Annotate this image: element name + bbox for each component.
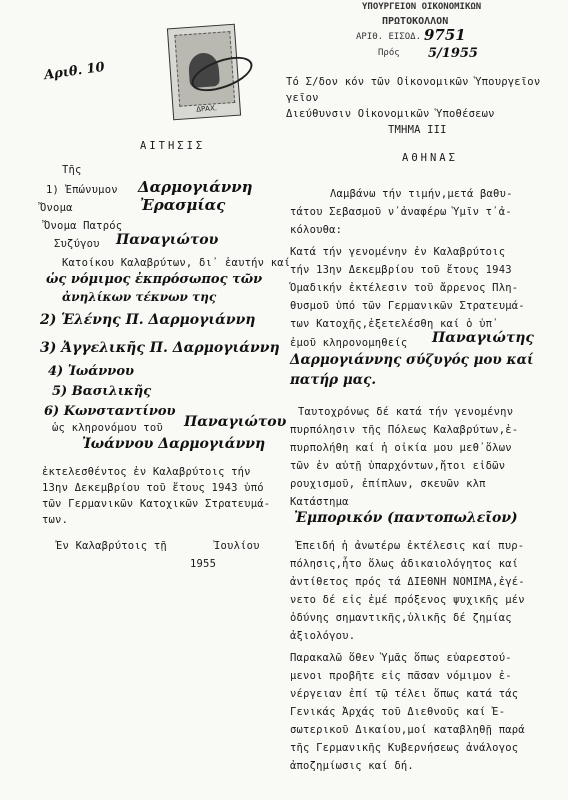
first-name-label: Ὄνομα xyxy=(40,202,73,214)
body-p2-l5: των Κατοχῆς,ἐξετελέσθη καί ὁ ὑπ᾽ xyxy=(290,318,499,330)
residence-line: Κατοίκου Καλαβρύτων, δι᾽ ἑαυτήν καί xyxy=(62,257,291,269)
body-p4-l4: νετο δέ εἰς ἐμέ πρόξενος ψυχικῆς μέν xyxy=(290,594,525,606)
body-p5-l4: Γενικάς Ἀρχάς τοῦ Διεθνοῦς καί Ἐ- xyxy=(290,706,506,718)
child-3: 3) Ἀγγελικῆς Π. Δαρμογιάννη xyxy=(40,340,280,356)
revenue-stamp-label: ΔΡΑΧ. xyxy=(195,104,218,114)
body-p2-l6: ἐμοῦ κληρονομηθείς xyxy=(290,337,408,349)
date-year: 1955 xyxy=(190,558,217,570)
body-p4-l6: ἀξιολόγου. xyxy=(290,630,356,642)
margin-note: Αριθ. 10 xyxy=(43,59,106,84)
minors-line: ἀνηλίκων τέκνων της xyxy=(62,290,217,304)
guardian-line: ὡς νόμιμος ἐκπρόσωπος τῶν xyxy=(46,272,263,287)
body-father-line: πατήρ μας. xyxy=(290,372,377,388)
surname-value: Δαρμογιάννη xyxy=(138,178,253,196)
child-6: 6) Κωνσταντίνου xyxy=(44,404,176,419)
spouse-label: Συζύγου xyxy=(54,238,100,250)
addressee-line-3: Διεύθυνσιν Οἰκονομικῶν Ὑποθέσεων xyxy=(286,108,495,120)
body-deceased-name: Παναγιώτης xyxy=(432,330,534,346)
body-p1-l2: τάτου Σεβασμοῦ ν᾽ἀναφέρω Ὑμῖν τ᾽ἀ- xyxy=(290,206,512,218)
stamp-line-number-label: ΑΡΙΘ. ΕΙΣΟΔ. xyxy=(356,32,422,42)
stamp-line-to: Πρός xyxy=(378,48,400,58)
body-p4-l3: ἀντίθετος πρός τά ΔΙΕΘΝΗ ΝΟΜΙΜΑ,ἐγέ- xyxy=(290,576,525,588)
addressee-line-1: Τό Σ/δον κόν τῶν Οἰκονομικῶν Ὑπουργεῖον xyxy=(286,76,541,88)
document-heading: ΑΙΤΗΣΙΣ xyxy=(140,140,206,152)
body-p1-l1: Λαμβάνω τήν τιμήν,μετά βαθυ- xyxy=(330,188,513,200)
execution-line-4: των. xyxy=(42,514,69,526)
body-p4-l5: ὀδύνης σημαντικῆς,ὑλικῆς δέ ζημίας xyxy=(290,612,512,624)
place-date: Ἐν Καλαβρύτοις τῇ xyxy=(56,540,167,552)
body-p5-l5: σωτερικοῦ Δικαίου,μοί καταβληθῇ παρά xyxy=(290,724,525,736)
body-p3-l3: πυρπολήθη καί ἡ οἰκία μου μεθ᾽ὅλων xyxy=(290,442,512,454)
child-2: 2) Ἑλένης Π. Δαρμογιάννη xyxy=(40,312,256,328)
body-p2-l1: Κατά τήν γενομένην ἐν Καλαβρύτοις xyxy=(290,246,506,258)
body-p3-l2: πυρπόλησιν τῆς Πόλεως Καλαβρύτων,ἐ- xyxy=(290,424,519,436)
body-p5-l2: μενοι προβῆτε εἰς πᾶσαν νόμιμον ἐ- xyxy=(290,670,512,682)
body-p5-l7: ἀποζημίωσις καί δή. xyxy=(290,760,414,772)
body-p4-l1: Ἐπειδή ἡ ἀνωτέρω ἐκτέλεσις καί πυρ- xyxy=(296,540,525,552)
addressee-city: ΑΘΗΝΑΣ xyxy=(402,152,458,164)
stamp-number: 9751 xyxy=(424,26,466,44)
heir-of-label: ὡς κληρονόμου τοῦ xyxy=(52,422,163,434)
body-p3-l1: Ταυτοχρόνως δέ κατά τήν γενομένην xyxy=(298,406,514,418)
body-p5-l6: τῆς Γερμανικῆς Κυβερνήσεως ἀνάλογος xyxy=(290,742,519,754)
body-p3-l6: Κατάστημα xyxy=(290,496,349,508)
deceased-full-name: Ἰωάννου Δαρμογιάννη xyxy=(82,436,266,452)
deceased-name: Παναγιώτου xyxy=(184,414,287,430)
surname-label: 1) Ἐπώνυμον xyxy=(46,184,118,196)
body-spouse-line: Δαρμογιάννης σύζυγός μου καί xyxy=(290,352,534,368)
body-p5-l1: Παρακαλῶ ὅθεν Ὑμᾶς ὅπως εὐαρεστού- xyxy=(290,652,512,664)
stamp-line-ministry: ΥΠΟΥΡΓΕΙΟΝ ΟΙΚΟΝΟΜΙΚΩΝ xyxy=(362,2,482,12)
body-p2-l2: τήν 13ην Δεκεμβρίου τοῦ ἔτους 1943 xyxy=(290,264,512,276)
shop-type: Ἐμπορικόν (παντοπωλεῖον) xyxy=(294,510,518,526)
addressee-line-2: γεῖον xyxy=(286,92,319,104)
body-p2-l3: Ὁμαδικήν ἐκτέλεσιν τοῦ ἄρρενος Πλη- xyxy=(290,282,519,294)
body-p5-l3: νέργειαν ἐπί τῷ τέλει ὅπως κατά τάς xyxy=(290,688,519,700)
execution-line-3: τῶν Γερμανικῶν Κατοχικῶν Στρατευμά- xyxy=(42,498,271,510)
father-name-label: Ὄνομα Πατρός xyxy=(44,220,123,232)
stamp-date: 5/1955 xyxy=(428,46,478,61)
body-p4-l2: πόλησις,ἧτο ὅλως ἀδικαιολόγητος καί xyxy=(290,558,519,570)
body-p2-l4: θυσμοῦ ὑπό τῶν Γερμανικῶν Στρατευμά- xyxy=(290,300,525,312)
first-name-value: Ἐρασμίας xyxy=(140,196,226,214)
date-month: Ἰουλίου xyxy=(214,540,260,552)
body-p1-l3: κόλουθα: xyxy=(290,224,343,236)
child-5: 5) Βασιλικῆς xyxy=(52,384,152,399)
stamp-line-protocol: ΠΡΩΤΟΚΟΛΛΟΝ xyxy=(382,16,449,27)
child-4: 4) Ἰωάννου xyxy=(48,364,135,379)
addressee-section: ΤΜΗΜΑ ΙΙΙ xyxy=(388,124,447,136)
applicant-intro: Τῆς xyxy=(62,164,82,176)
execution-line-2: 13ην Δεκεμβρίου τοῦ ἔτους 1943 ὑπό xyxy=(42,482,264,494)
body-p3-l4: τῶν ἐν αὐτῇ ὑπαρχόντων,ἤτοι εἰδῶν xyxy=(290,460,506,472)
execution-line-1: ἐκτελεσθέντος ἐν Καλαβρύτοις τήν xyxy=(42,466,251,478)
spouse-value: Παναγιώτου xyxy=(116,232,219,248)
body-p3-l5: ρουχισμοῦ, ἐπίπλων, σκευῶν κλπ xyxy=(290,478,486,490)
